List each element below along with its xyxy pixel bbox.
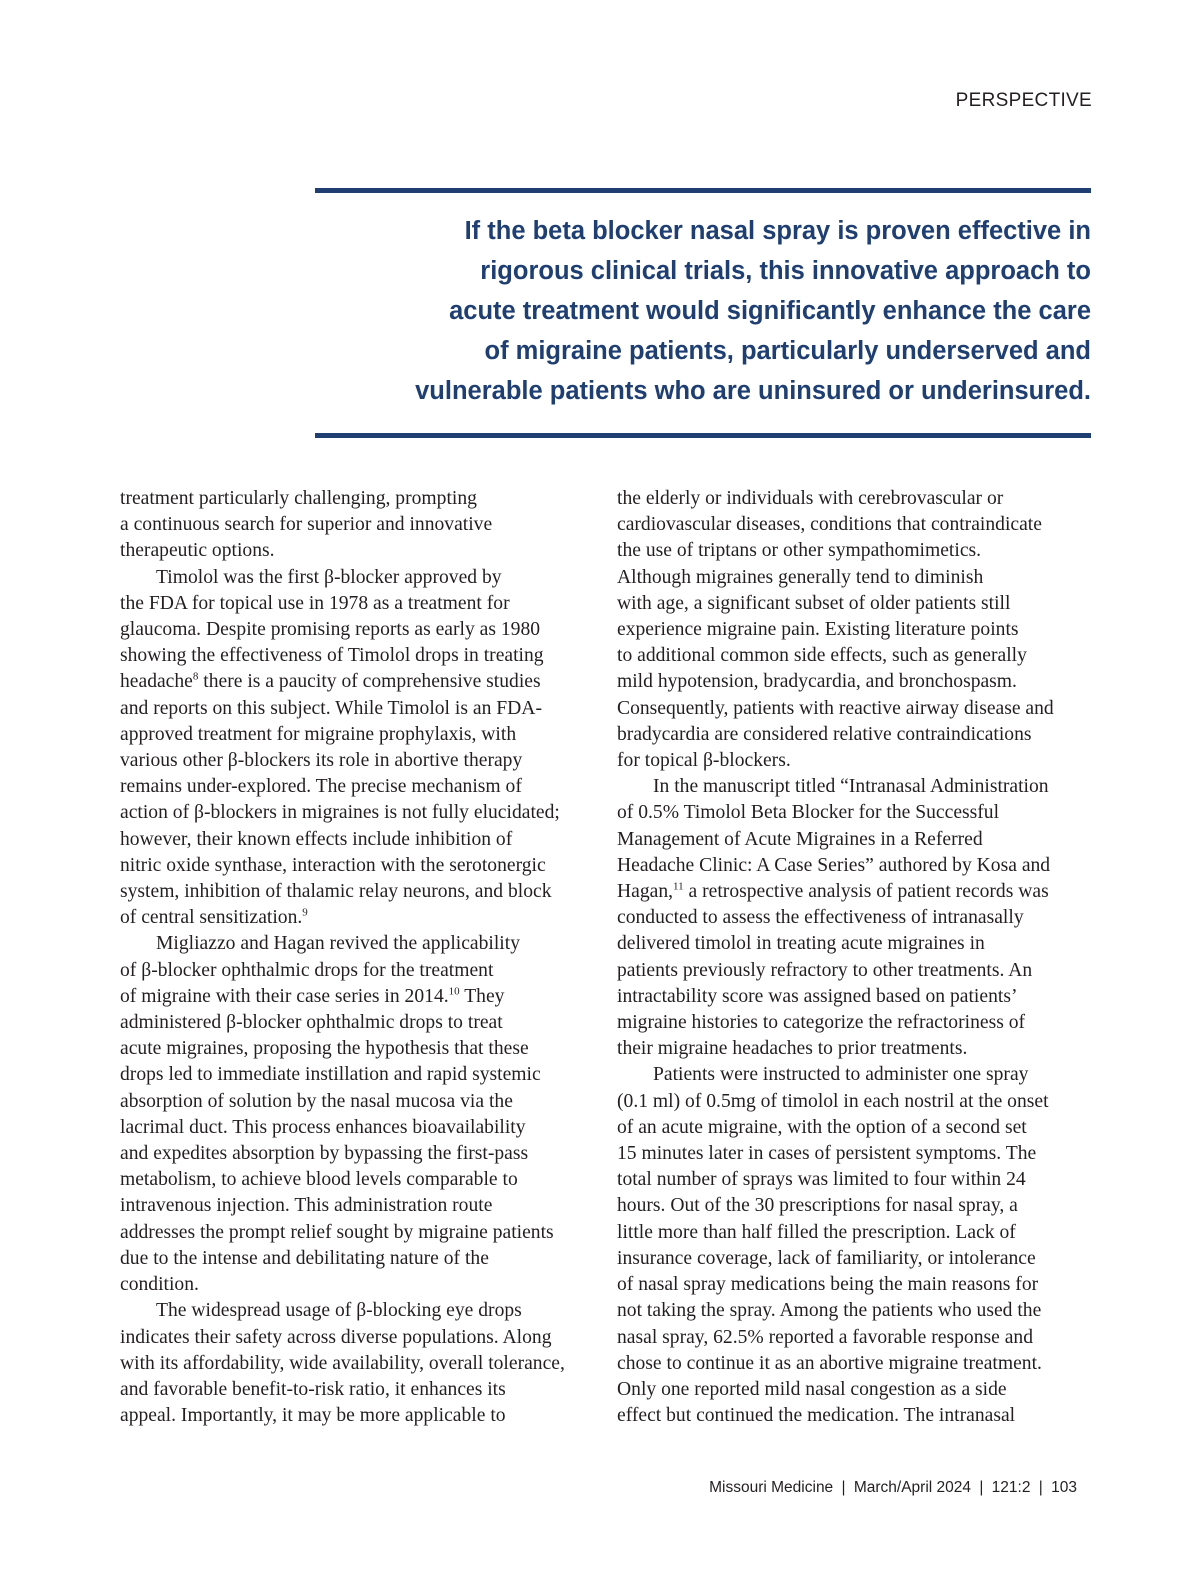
text-line: 15 minutes later in cases of persistent symptoms. The [617,1143,1037,1165]
text-line: intravenous injection. This administration route [120,1195,493,1217]
text-line: In the manuscript titled “Intranasal Administration [653,776,1049,798]
paragraph [120,486,594,565]
text-line: Only one reported mild nasal congestion as a side [617,1378,1007,1400]
text-line: with age, a significant subset of older patients still [617,592,1011,614]
text-line: experience migraine pain. Existing literature points [617,619,1019,641]
text-line: chose to continue it as an abortive migraine treatment. [617,1352,1042,1374]
pull-quote-line: acute treatment would significantly enhance the care [449,297,1091,325]
text-line: acute migraines, proposing the hypothesis that these [120,1038,529,1060]
text-line: system, inhibition of thalamic relay neurons, and block [120,881,552,903]
text-line: appeal. Importantly, it may be more applicable to [120,1405,506,1427]
left-column [120,486,594,1429]
text-line: (0.1 ml) of 0.5mg of timolol in each nostril at the onset [617,1090,1049,1112]
text-line: of 0.5% Timolol Beta Blocker for the Successful [617,802,1000,824]
text-line: showing the effectiveness of Timolol drops in treating [120,645,544,667]
text-fragment: They [459,985,505,1007]
pull-quote-top-rule [315,188,1091,193]
issue-date: March/April 2024 [853,1479,972,1496]
text-line: and reports on this subject. While Timolol is an FDA- [120,697,542,719]
pull-quote-line: rigorous clinical trials, this innovative approach to [480,257,1091,285]
pull-quote-bottom-rule [315,433,1091,438]
text-line: therapeutic options. [120,540,275,562]
text-line: lacrimal duct. This process enhances bioavailability [120,1116,526,1138]
text-line: the use of triptans or other sympathomimetics. [617,540,982,562]
text-line: a continuous search for superior and innovative [120,514,493,536]
text-line [120,669,594,695]
text-line: Migliazzo and Hagan revived the applicability [156,933,520,955]
footer-separator: | [979,1479,984,1496]
text-line [120,905,594,931]
text-fragment: of central sensitization. [120,907,303,929]
text-line: addresses the prompt relief sought by migraine patients [120,1221,554,1243]
text-line: various other β-blockers its role in abortive therapy [120,750,523,772]
pull-quote-line: vulnerable patients who are uninsured or underinsured. [415,377,1091,405]
text-line: Patients were instructed to administer one spray [653,1064,1029,1086]
pull-quote-text [315,211,1091,411]
reference-10: 10 [448,985,460,998]
text-line: of β-blocker ophthalmic drops for the treatment [120,959,494,981]
page-number: 103 [1051,1479,1077,1496]
paragraph [120,1298,594,1429]
pull-quote-line: of migraine patients, particularly underserved and [484,337,1091,365]
text-line: cardiovascular diseases, conditions that contraindicate [617,514,1042,536]
text-fragment: headache [120,671,193,693]
reference-11: 11 [673,880,684,893]
text-line: the FDA for topical use in 1978 as a treatment for [120,592,510,614]
text-line: migraine histories to categorize the refractoriness of [617,1012,1026,1034]
text-line: their migraine headaches to prior treatments. [617,1038,968,1060]
text-line: condition. [120,1274,199,1296]
pull-quote-line: If the beta blocker nasal spray is proven effective in [464,217,1091,245]
text-line: The widespread usage of β-blocking eye drops [156,1300,522,1322]
section-label: PERSPECTIVE [955,90,1092,111]
text-line: for topical β-blockers. [617,750,791,772]
paragraph [617,486,1091,774]
reference-8: 8 [192,670,199,683]
text-line: effect but continued the medication. The intranasal [617,1405,1016,1427]
text-fragment: of migraine with their case series in 2014. [120,985,449,1007]
text-line: absorption of solution by the nasal mucosa via the [120,1090,513,1112]
text-line: Consequently, patients with reactive airway disease and [617,697,1054,719]
text-fragment: a retrospective analysis of patient records was [683,881,1049,903]
text-line: insurance coverage, lack of familiarity, or intolerance [617,1247,1036,1269]
text-line: of an acute migraine, with the option of a second set [617,1116,1027,1138]
text-line: and expedites absorption by bypassing the first-pass [120,1143,529,1165]
text-line: patients previously refractory to other treatments. An [617,959,1033,981]
text-line: nasal spray, 62.5% reported a favorable response and [617,1326,1034,1348]
pull-quote [315,188,1091,438]
text-line: of nasal spray medications being the main reasons for [617,1274,1039,1296]
text-line: not taking the spray. Among the patients who used the [617,1300,1042,1322]
text-line: Management of Acute Migraines in a Referred [617,828,983,850]
text-line: however, their known effects include inhibition of [120,828,513,850]
text-line: mild hypotension, bradycardia, and bronchospasm. [617,671,1017,693]
text-line: little more than half filled the prescription. Lack of [617,1221,1016,1243]
text-line: total number of sprays was limited to four within 24 [617,1169,1026,1191]
text-line: the elderly or individuals with cerebrovascular or [617,488,1004,509]
text-line: Although migraines generally tend to diminish [617,566,984,588]
text-line: administered β-blocker ophthalmic drops to treat [120,1012,503,1034]
text-line: due to the intense and debilitating nature of the [120,1247,489,1269]
paragraph [120,565,594,932]
reference-9: 9 [302,906,308,919]
text-line: and favorable benefit-to-risk ratio, it enhances its [120,1378,506,1400]
text-line: treatment particularly challenging, prompting [120,488,477,509]
text-line [120,984,594,1010]
page-footer [709,1479,1077,1497]
text-line: delivered timolol in treating acute migraines in [617,933,985,955]
text-line: metabolism, to achieve blood levels comparable to [120,1169,518,1191]
right-column [617,486,1091,1429]
text-line: glaucoma. Despite promising reports as early as 1980 [120,619,541,641]
text-line: Headache Clinic: A Case Series” authored by Kosa and [617,854,1051,876]
text-line: intractability score was assigned based on patients’ [617,985,1018,1007]
footer-separator: | [1038,1479,1043,1496]
text-line: conducted to assess the effectiveness of intranasally [617,907,1024,929]
text-line: hours. Out of the 30 prescriptions for nasal spray, a [617,1195,1018,1217]
text-line: indicates their safety across diverse populations. Along [120,1326,552,1348]
text-line: nitric oxide synthase, interaction with the serotonergic [120,854,546,876]
text-line: to additional common side effects, such as generally [617,645,1027,667]
paragraph [617,1062,1091,1429]
text-line: with its affordability, wide availability, overall tolerance, [120,1352,565,1374]
volume-issue: 121:2 [991,1479,1031,1496]
paragraph [120,931,594,1298]
text-line: bradycardia are considered relative contraindications [617,723,1032,745]
text-line [617,879,1091,905]
journal-name: Missouri Medicine [709,1479,834,1496]
text-line: approved treatment for migraine prophylaxis, with [120,723,517,745]
text-fragment: there is a paucity of comprehensive studies [198,671,541,693]
text-line: action of β-blockers in migraines is not fully elucidated; [120,802,560,824]
text-fragment: Hagan, [617,881,674,903]
paragraph [617,774,1091,1062]
footer-separator: | [841,1479,846,1496]
text-line: remains under-explored. The precise mechanism of [120,776,522,798]
text-line: drops led to immediate instillation and rapid systemic [120,1064,541,1086]
text-line: Timolol was the first β-blocker approved by [156,566,502,588]
